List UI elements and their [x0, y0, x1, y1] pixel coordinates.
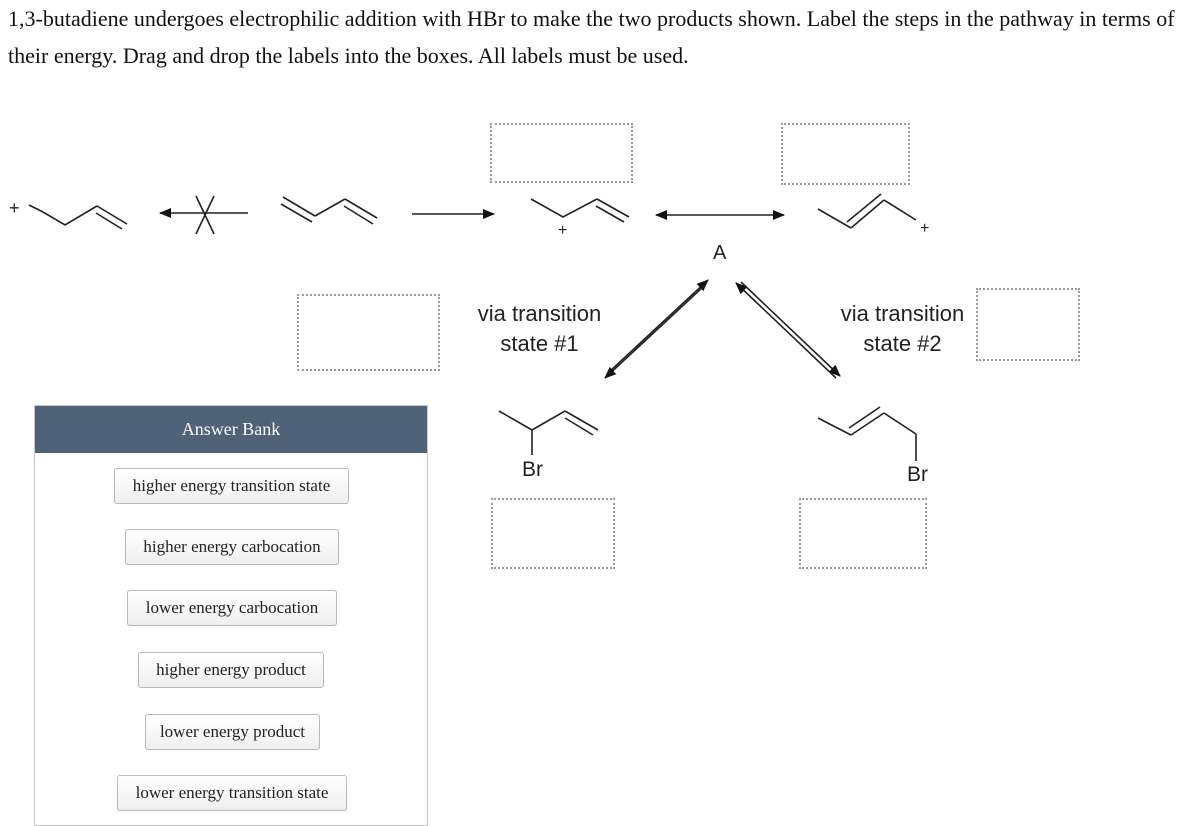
drop-box-butadiene-reactant[interactable] [297, 294, 440, 371]
chip-higher-energy-carbocation[interactable]: higher energy carbocation [125, 529, 339, 565]
drop-box-secondary-carbocation[interactable] [490, 123, 633, 183]
primary-carbocation-structure [818, 194, 916, 228]
product-1-structure [499, 411, 598, 455]
bromine-left-label: Br [522, 458, 543, 481]
answer-bank-title: Answer Bank [35, 406, 427, 453]
drop-box-product-1[interactable] [491, 498, 615, 569]
drop-box-primary-carbocation[interactable] [781, 123, 910, 185]
secondary-carbocation-structure [531, 199, 629, 222]
bromine-right-label: Br [907, 463, 928, 486]
allyl-cation-left [29, 205, 127, 229]
plus-charge-left: + [9, 198, 20, 218]
plus-charge-secondary: + [558, 222, 568, 239]
chip-lower-energy-transition-state[interactable]: lower energy transition state [117, 775, 347, 811]
chip-higher-energy-transition-state[interactable]: higher energy transition state [114, 468, 349, 504]
butadiene-structure [281, 197, 377, 224]
chip-lower-energy-product[interactable]: lower energy product [145, 714, 320, 750]
product-2-structure [818, 407, 916, 461]
transition-state-2-label: via transition state #2 [840, 301, 965, 356]
intermediate-label-a: A [713, 242, 727, 264]
drop-box-transition-state-2[interactable] [976, 288, 1080, 361]
chip-higher-energy-product[interactable]: higher energy product [138, 652, 324, 688]
drop-box-product-2[interactable] [799, 498, 927, 569]
answer-bank [34, 405, 428, 826]
chip-lower-energy-carbocation[interactable]: lower energy carbocation [127, 590, 337, 626]
plus-charge-primary: + [920, 220, 930, 237]
transition-state-1-label: via transition state #1 [477, 301, 602, 356]
blocked-reaction-arrow [160, 196, 248, 234]
instructions-text: 1,3-butadiene undergoes electrophilic addition with HBr to make the two products shown. Label the steps in the pathway in terms of their energy. Drag and drop the labels into the boxes. All labels must be used. [8, 6, 1175, 68]
